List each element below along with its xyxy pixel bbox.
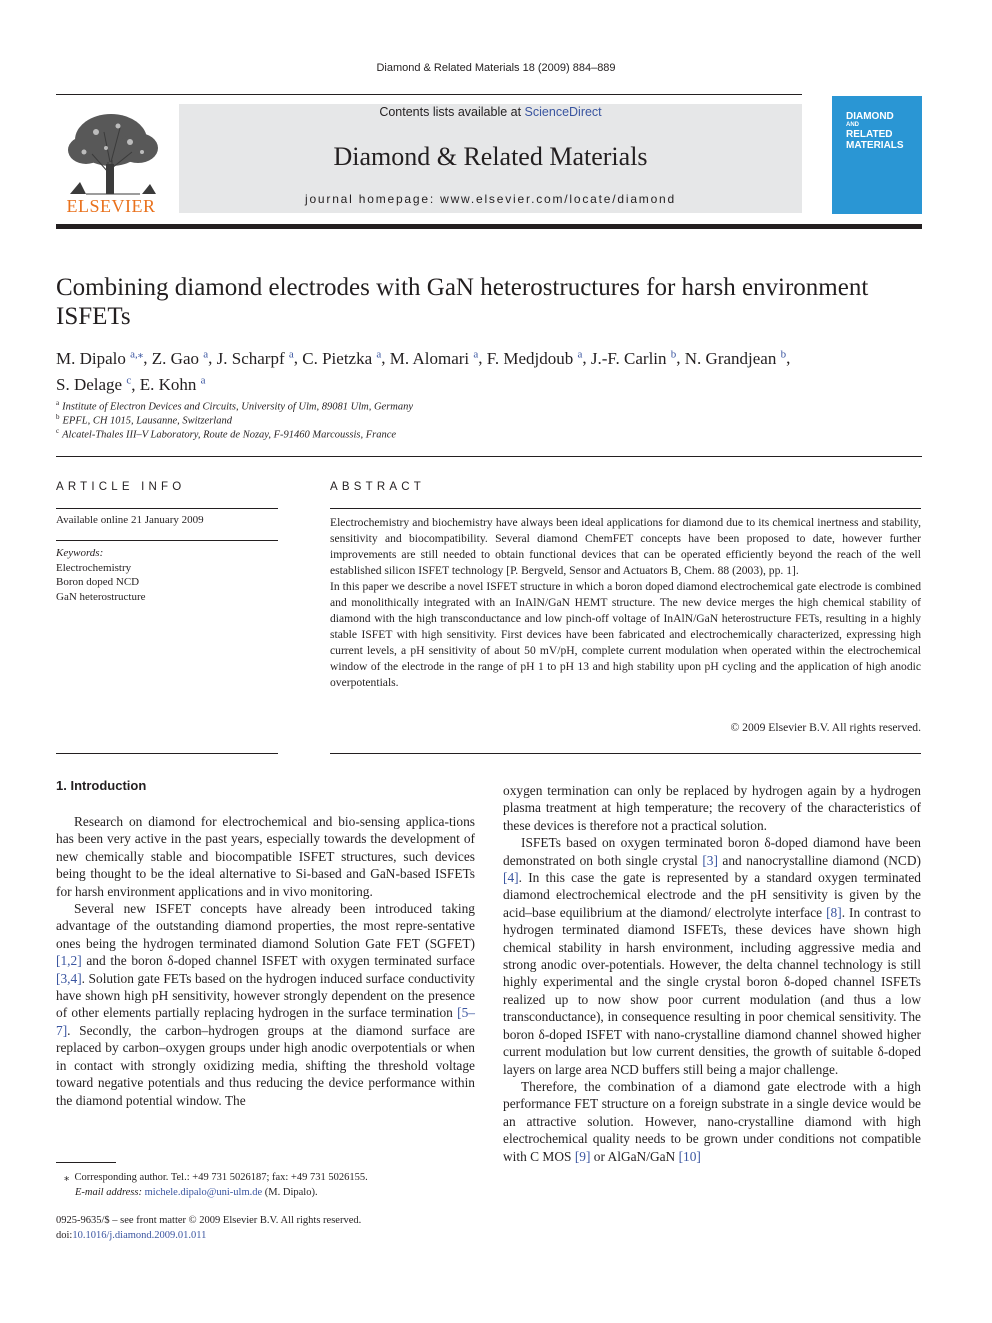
article-info-heading: ARTICLE INFO [56,481,186,493]
author[interactable]: N. Grandjean $^b$ [684,348,787,368]
abstract-copyright: © 2009 Elsevier B.V. All rights reserved. [730,721,921,734]
corresponding-author-note: ⁎ Corresponding author. Tel.: +49 731 5026187; fax: +49 731 5026155. [64,1172,368,1183]
author[interactable]: Z. Gao $^a$ [151,348,209,368]
abstract-paragraph: Electrochemistry and biochemistry have always been ideal applications for diamond due to its chemical inertness and stability, sensitivity and biocompatibility. Several diamond ChemFET concepts have been proposed to date, however further improvements are still needed to obtain functional devices that can be operated efficiently beyond the reach of the well established silicon ISFET technology [P. Bergveld, Sensor and Actuators B, Chem. 88 (2003), pp. 1]. [330,516,921,577]
body-paragraph: Several new ISFET concepts have already been introduced taking advantage of the outstanding diamond properties, the most repre-sentative ones being the hydrogen terminated diamond Solution Gate FET (SGFET) [1,2] and the boron δ-doped channel ISFET with oxygen terminated surface [3,4]. Solution gate FETs based on the hydrogen induced surface conductivity have shown high pH sensitivity, however strongly dependent on the presence of other elements partially replacing hydrogen in the surface termination [5–7]. Secondly, the carbon–hydrogen groups at the diamond surface are replaced by carbon–oxygen groups under high anodic overpotentials or when in contact with strongly oxidizing media, shifting the threshold voltage toward negative potentials and thus reducing the device performance within the diamond potential window. The [56,901,475,1108]
left-column [56,813,475,1109]
keyword: Electrochemistry [56,561,132,574]
abstract-rule [330,753,921,754]
sciencedirect-link[interactable]: ScienceDirect [524,105,602,119]
body-paragraph: Research on diamond for electrochemical and bio-sensing applica-tions has been very active in the past years, especially towards the development of new chemically stable and biocompatible ISFET structures, such devices being thought to be the ideal alternative to Si-based and GaN-based ISFETs for harsh environment applications and in vivo monitoring. [56,814,475,899]
doi-line: doi:10.1016/j.diamond.2009.01.011 [56,1230,207,1241]
header-rule [56,94,802,95]
section-rule [56,456,922,457]
issn-line: 0925-9635/$ – see front matter © 2009 Elsevier B.V. All rights reserved. [56,1215,362,1226]
author-list: M. Dipalo $^{a,⁎}$, Z. Gao $^a$, J. Scharpf $^a$, C. Pietzka $^a$, M. Alomari $^a$, F. Medjdoub $^a$, J.-F. Carlin $^b$, N. Grandjean $^b$, S. Delage $^c$, E. Kohn $^a$ [56,348,791,395]
author[interactable]: J. Scharpf $^a$ [216,348,294,368]
body-paragraph: ISFETs based on oxygen terminated boron δ-doped diamond have been demonstrated on both single crystal [3] and nanocrystalline diamond (NCD) [4]. In this case the gate is represented by a standard oxygen terminated diamond electrochemical electrode and the pH sensitivity is given by the acid–base equilibrium at the diamond/ electrolyte interface [8]. In contrast to hydrogen terminated diamond ISFETs, these devices have shown high chemical stability in harsh environment, including aggressive media and strong anodic over-potentials. However, the delta channel technology is still highly experimental and the single crystal boron δ-doped channel ISFETs realized up to now show poor current modulation (and thus a low transconductance), in consequence resulting in poor chemical sensitivity. The boron δ-doped ISFET with nano-crystalline diamond channel showed higher current modulation but low current densities, the growth of suitable δ-doped layers on large area NCD buffers still being a major challenge. [503,835,921,1077]
reference-link[interactable]: [4] [503,870,519,886]
info-rule [56,753,278,754]
journal-homepage[interactable]: journal homepage: www.elsevier.com/locate/diamond [304,192,677,206]
keywords-block [56,546,146,604]
journal-citation: Diamond & Related Materials 18 (2009) 884–889 [376,62,616,74]
journal-cover [832,96,922,214]
cover-title: DIAMOND AND RELATED MATERIALS [846,111,904,151]
abstract-body [330,515,921,691]
elsevier-logo [56,102,166,214]
author[interactable]: C. Pietzka $^a$ [302,348,382,368]
affiliation: $^c$ Alcatel-Thales III–V Laboratory, Route de Nozay, F-91460 Marcoussis, France [56,427,397,441]
reference-link[interactable]: [3,4] [56,970,82,986]
abstract-rule [330,508,921,509]
email-link[interactable]: michele.dipalo@uni-ulm.de [144,1187,263,1198]
contents-line: Contents lists available at ScienceDirect [379,105,602,119]
available-online: Available online 21 January 2009 [56,514,204,526]
section-heading: 1. Introduction [56,778,147,793]
reference-link[interactable]: [1,2] [56,953,82,969]
header-thick-rule [56,224,922,229]
info-rule [56,508,278,509]
reference-link[interactable]: [8] [826,904,842,920]
reference-link[interactable]: [10] [678,1148,701,1164]
abstract-paragraph: In this paper we describe a novel ISFET structure in which a boron doped diamond electrochemical gate electrode is combined and monolithically integrated with an InAlN/GaN HEMT structure. The new device merges the high chemical stability of diamond with the high transconductance and low pinch-off voltage of InAlN/GaN heterostructure FETs, resulting in a highly stable ISFET with high sensitivity. First devices have been fabricated and electrochemically characterized, expressing high current levels, a pH sensitivity of about 50 mV/pH, complete current modulation when operated within the electrochemical window of the electrode in the range of pH 1 to pH 13 and high stability upon pH cycling and the application of high anodic overpotentials. [330,580,921,689]
info-rule [56,540,278,541]
publisher-logo-text: ELSEVIER [66,196,156,216]
email-note: E-mail address: michele.dipalo@uni-ulm.de (M. Dipalo). [75,1187,318,1198]
author[interactable]: J.-F. Carlin $^b$ [590,348,677,368]
reference-link[interactable]: [3] [702,852,718,868]
right-column [503,782,921,1165]
author[interactable]: M. Dipalo $^{a,⁎}$ [56,348,144,368]
author[interactable]: F. Medjdoub $^a$ [486,348,583,368]
affiliation: $^a$ Institute of Electron Devices and Circuits, University of Ulm, 89081 Ulm, Germany [56,399,414,413]
author[interactable]: E. Kohn $^a$ [139,374,206,395]
article-title: Combining diamond electrodes with GaN heterostructures for harsh environment ISFETs [56,274,869,330]
reference-link[interactable]: [5–7] [56,1005,475,1038]
doi-link[interactable]: 10.1016/j.diamond.2009.01.011 [72,1230,207,1241]
body-paragraph: Therefore, the combination of a diamond gate electrode with a high performance FET structure on a foreign substrate in a single device would be an attractive solution. However, nano-crystalline diamond with high electrochemical quality needs to be grown under conditions not compatible with C MOS [9] or AlGaN/GaN [10] [503,1078,921,1164]
front-matter [56,1213,476,1243]
abstract-heading: ABSTRACT [330,481,425,493]
author[interactable]: S. Delage $^c$ [56,374,132,395]
affiliation: $^b$ EPFL, CH 1015, Lausanne, Switzerland [56,413,232,427]
keywords-label: Keywords: [56,547,104,559]
keyword: GaN heterostructure [56,590,146,603]
journal-title: Diamond & Related Materials [333,142,648,171]
body-paragraph: oxygen termination can only be replaced by hydrogen again by a hydrogen plasma treatment at high temperature; the recovery of the characteristics of these devices is therefore not a practical solution. [503,783,921,833]
keyword: Boron doped NCD [56,576,140,588]
reference-link[interactable]: [9] [574,1148,591,1164]
footnote-rule [56,1162,116,1163]
journal-banner [179,104,802,213]
author[interactable]: M. Alomari $^a$ [389,348,479,368]
footnote [64,1170,484,1200]
